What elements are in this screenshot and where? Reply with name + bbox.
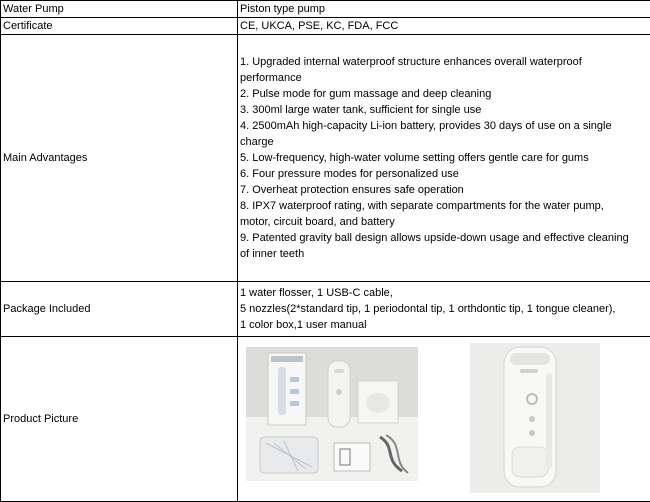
product-pictures bbox=[238, 337, 650, 501]
advantage-line: 6. Four pressure modes for personalized use bbox=[240, 166, 650, 182]
row-key-product-picture: Product Picture bbox=[1, 337, 238, 502]
package-line: 1 water flosser, 1 USB-C cable, bbox=[240, 285, 650, 301]
table-row bbox=[1, 18, 650, 35]
advantage-line: 7. Overheat protection ensures safe operation bbox=[240, 182, 650, 198]
row-value-product-picture bbox=[238, 337, 650, 502]
advantage-line: 4. 2500mAh high-capacity Li-ion battery, provides 30 days of use on a single bbox=[240, 118, 650, 134]
package-line: 1 color box,1 user manual bbox=[240, 317, 650, 333]
advantage-line: of inner teeth bbox=[240, 246, 650, 262]
row-key-water-pump: Water Pump bbox=[1, 1, 238, 18]
product-closeup-photo bbox=[470, 343, 600, 493]
row-key-certificate: Certificate bbox=[1, 18, 238, 35]
row-value-certificate: CE, UKCA, PSE, KC, FDA, FCC bbox=[238, 18, 650, 35]
advantage-line: 1. Upgraded internal waterproof structure enhances overall waterproof bbox=[240, 54, 650, 70]
row-value-water-pump: Piston type pump bbox=[238, 1, 650, 18]
table-row bbox=[1, 282, 650, 337]
table-row bbox=[1, 35, 650, 282]
advantage-line: 3. 300ml large water tank, sufficient for single use bbox=[240, 102, 650, 118]
package-contents-photo bbox=[246, 347, 418, 481]
advantage-line: charge bbox=[240, 134, 650, 150]
advantage-line: performance bbox=[240, 70, 650, 86]
advantage-line: 2. Pulse mode for gum massage and deep cleaning bbox=[240, 86, 650, 102]
advantage-line: motor, circuit board, and battery bbox=[240, 214, 650, 230]
advantage-line: 9. Patented gravity ball design allows upside-down usage and effective cleaning bbox=[240, 230, 650, 246]
advantage-line: 8. IPX7 waterproof rating, with separate compartments for the water pump, bbox=[240, 198, 650, 214]
package-line: 5 nozzles(2*standard tip, 1 periodontal tip, 1 orthdontic tip, 1 tongue cleaner), bbox=[240, 301, 650, 317]
row-key-main-advantages: Main Advantages bbox=[1, 35, 238, 282]
row-value-main-advantages bbox=[238, 35, 650, 282]
advantage-line: 5. Low-frequency, high-water volume setting offers gentle care for gums bbox=[240, 150, 650, 166]
table-row bbox=[1, 1, 650, 18]
table-row bbox=[1, 337, 650, 502]
row-value-package-included bbox=[238, 282, 650, 337]
row-key-package-included: Package Included bbox=[1, 282, 238, 337]
